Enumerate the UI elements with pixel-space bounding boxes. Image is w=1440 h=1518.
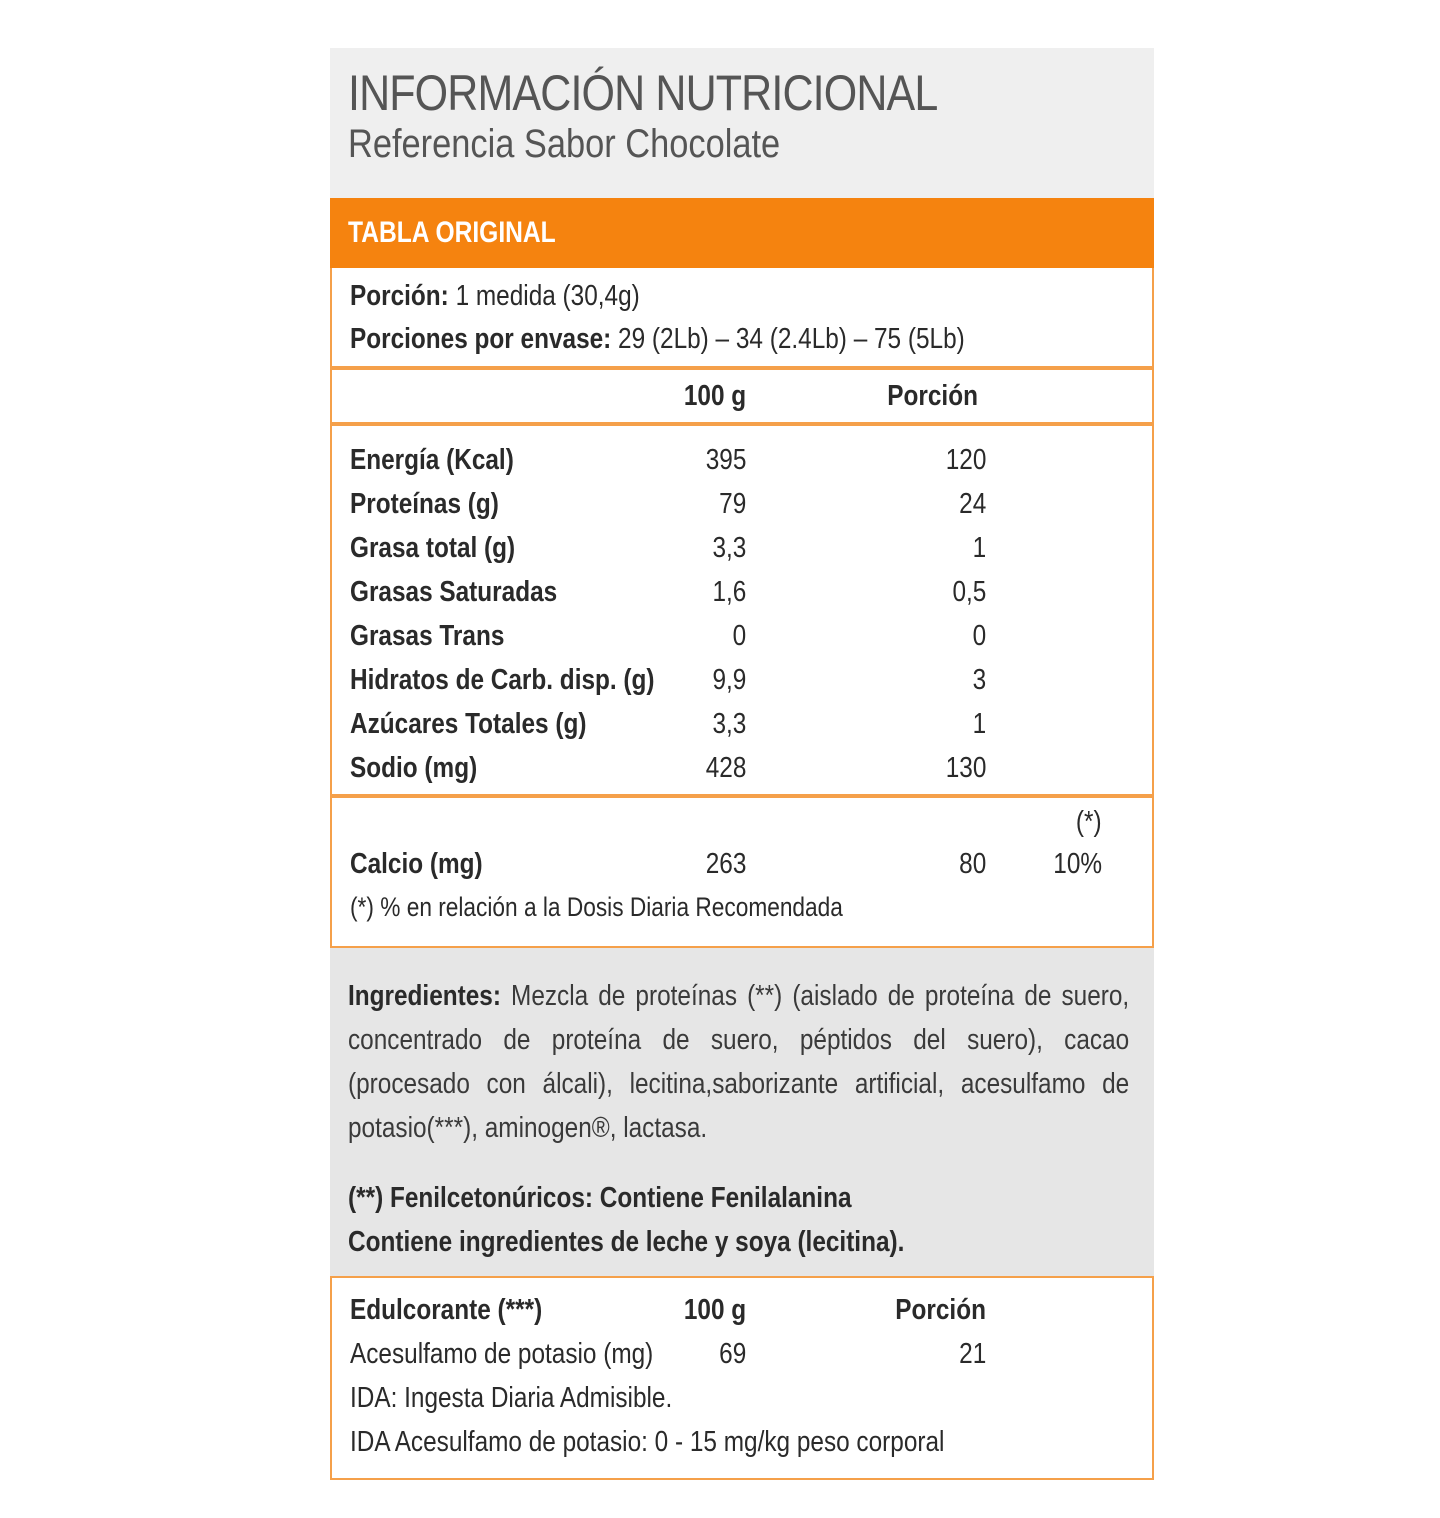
nutrition-label [330,48,1154,1480]
nutrient-name: Hidratos de Carb. disp. (g) [350,664,655,696]
portions-line [350,323,965,356]
nutrient-name: Proteínas (g) [350,488,499,520]
dv-marker: (*) [1076,806,1102,838]
nutrient-per100: 1,6 [712,576,746,608]
calcium-portion: 80 [958,848,986,880]
calcium-per100: 263 [705,848,746,880]
portions-value: 29 (2Lb) – 34 (2.4Lb) – 75 (5Lb) [611,323,965,355]
nutrient-per100: 3,3 [712,708,746,740]
nutrient-name: Grasa total (g) [350,532,516,564]
col-header-portion: Porción [887,380,978,412]
calcium-section [330,796,1154,948]
label-subtitle: Referencia Sabor Chocolate [348,122,781,166]
portion-label: Porción: [350,280,449,312]
portion-value: 1 medida (30,4g) [448,280,640,312]
nutrient-portion: 0 [972,620,986,652]
nutrient-rows [330,424,1154,796]
nutrient-portion: 3 [972,664,986,696]
nutrient-portion: 0,5 [952,576,986,608]
nutrient-per100: 428 [705,752,746,784]
serving-info [330,268,1154,368]
column-headers [330,368,1154,424]
table-title-bar [330,198,1154,268]
nutrient-per100: 395 [705,444,746,476]
nutrient-portion: 120 [945,444,986,476]
ingredients-list: Mezcla de proteínas (**) (aislado de proteína de suero, concentrado de proteína de suero, péptidos del suero), cacao (procesado con álcali), lecitina,saborizante artificial, acesulfamo de potasio(***), aminogen®, lactasa. [348,980,1130,1144]
calcium-dv: 10% [1053,848,1102,880]
sweetener-name: Acesulfamo de potasio (mg) [350,1338,654,1370]
sweetener-label: Edulcorante (***) [350,1294,543,1326]
label-title: INFORMACIÓN NUTRICIONAL [348,65,938,121]
nutrient-name: Azúcares Totales (g) [350,708,587,740]
label-header [330,48,1154,198]
ingredients-notes [348,1176,904,1264]
sweetener-col-100g: 100 g [683,1294,746,1326]
nutrient-name: Grasas Saturadas [350,576,558,608]
nutrient-per100: 79 [718,488,746,520]
nutrient-portion: 24 [958,488,986,520]
portions-label: Porciones por envase: [350,323,612,355]
sweetener-portion: 21 [958,1338,986,1370]
nutrient-per100: 3,3 [712,532,746,564]
col-header-100g: 100 g [683,380,746,412]
nutrient-per100: 0 [732,620,746,652]
portion-line [350,280,640,313]
ida-definition: IDA: Ingesta Diaria Admisible. [350,1382,673,1414]
calcium-name: Calcio (mg) [350,848,483,880]
sweetener-col-portion: Porción [895,1294,986,1326]
nutrient-per100: 9,9 [712,664,746,696]
nutrient-name: Energía (Kcal) [350,444,514,476]
sweetener-section [330,1276,1154,1480]
ingredients-text [348,974,1129,1150]
sweetener-per100: 69 [718,1338,746,1370]
nutrient-portion: 130 [945,752,986,784]
ingredients-section [330,948,1154,1276]
phenylalanine-warning: (**) Fenilcetonúricos: Contiene Fenilalanina [348,1182,852,1214]
nutrient-portion: 1 [972,532,986,564]
ingredients-label: Ingredientes: [348,980,501,1012]
nutrient-name: Grasas Trans [350,620,505,652]
nutrient-name: Sodio (mg) [350,752,478,784]
nutrient-portion: 1 [972,708,986,740]
table-title: TABLA ORIGINAL [348,216,556,249]
ida-value: IDA Acesulfamo de potasio: 0 - 15 mg/kg peso corporal [350,1426,945,1458]
allergen-warning: Contiene ingredientes de leche y soya (lecitina). [348,1226,905,1258]
dv-footnote: (*) % en relación a la Dosis Diaria Recomendada [350,892,843,922]
